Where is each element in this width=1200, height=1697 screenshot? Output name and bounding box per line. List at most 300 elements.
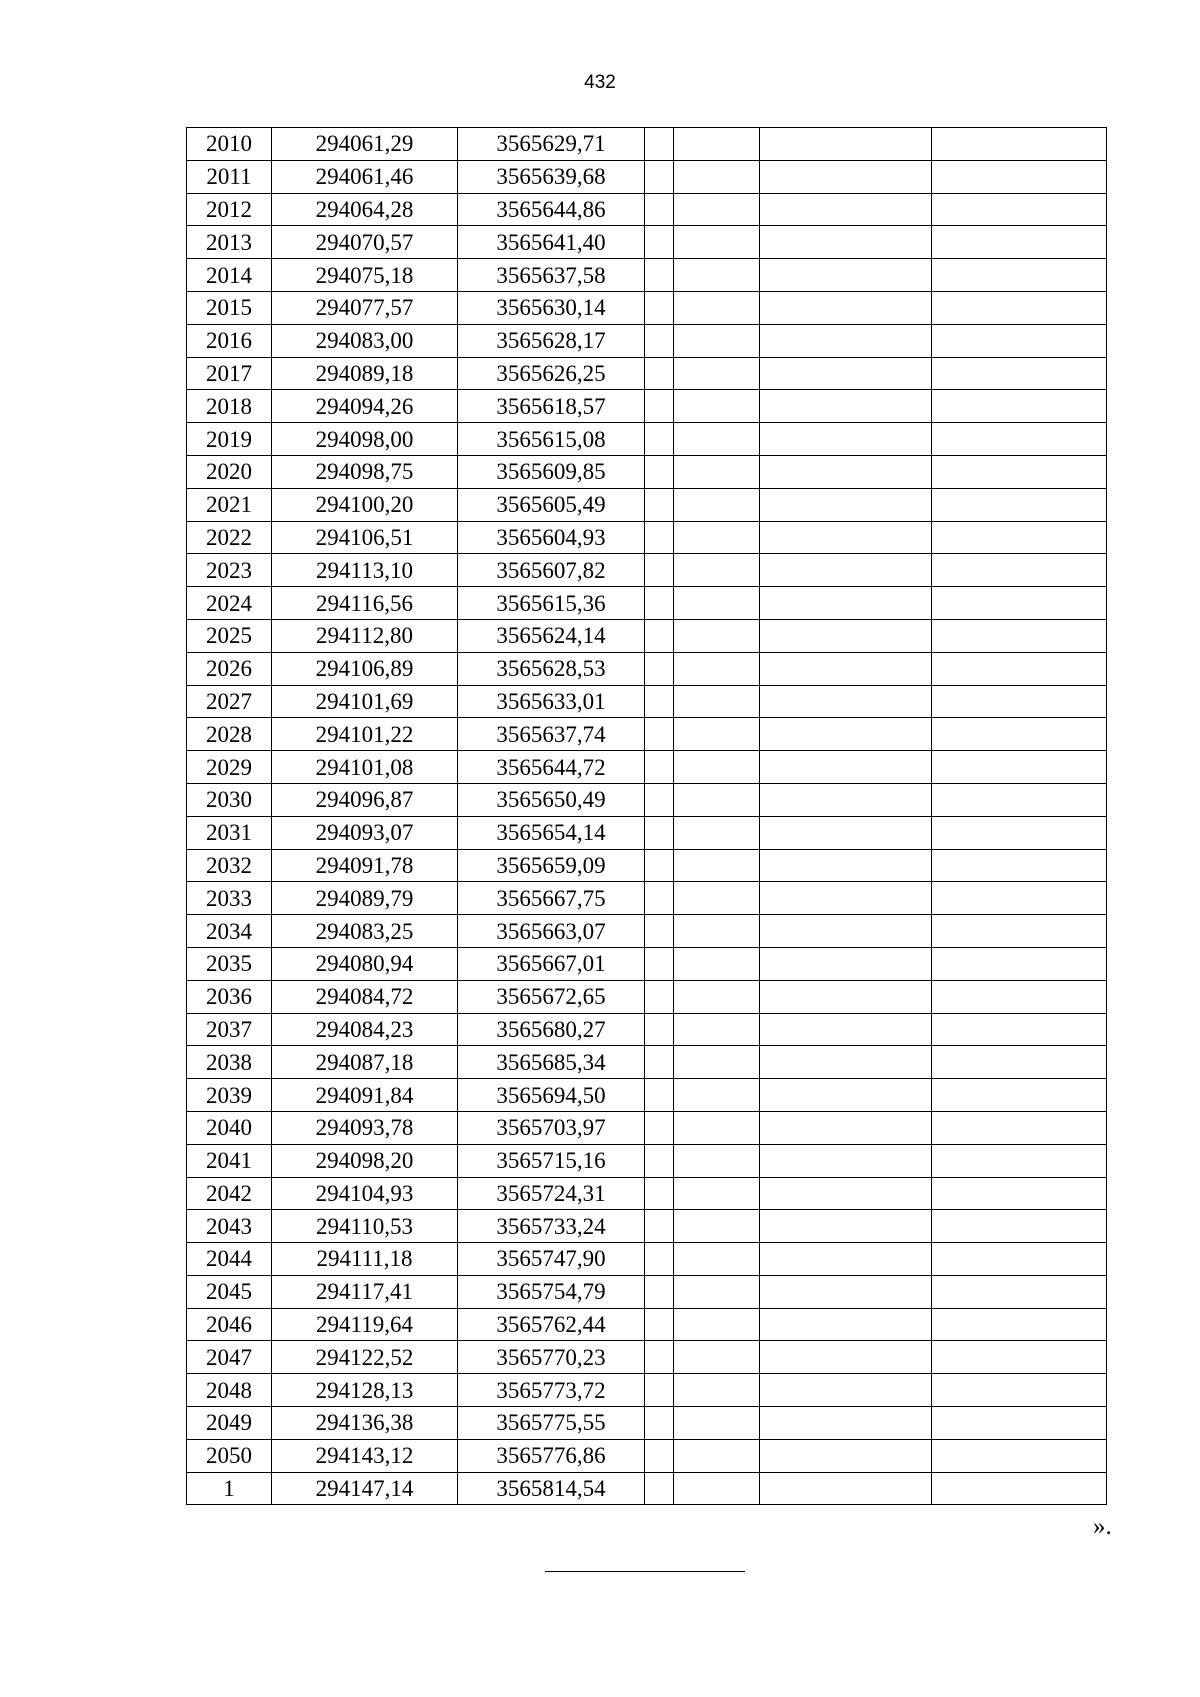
x-coordinate-cell: 294089,18 [272, 357, 458, 390]
empty-cell [645, 291, 674, 324]
empty-cell [760, 587, 932, 620]
empty-cell [932, 455, 1107, 488]
empty-cell [932, 1341, 1107, 1374]
empty-cell [932, 226, 1107, 259]
empty-cell [674, 751, 760, 784]
empty-cell [932, 882, 1107, 915]
x-coordinate-cell: 294122,52 [272, 1341, 458, 1374]
empty-cell [674, 1013, 760, 1046]
empty-cell [645, 1046, 674, 1079]
empty-cell [760, 1439, 932, 1472]
y-coordinate-cell: 3565615,36 [458, 587, 645, 620]
empty-cell [674, 652, 760, 685]
x-coordinate-cell: 294119,64 [272, 1308, 458, 1341]
table-row [187, 128, 1107, 161]
table-row [187, 783, 1107, 816]
empty-cell [760, 554, 932, 587]
table-row [187, 1111, 1107, 1144]
x-coordinate-cell: 294093,07 [272, 816, 458, 849]
empty-cell [760, 1243, 932, 1276]
y-coordinate-cell: 3565754,79 [458, 1275, 645, 1308]
empty-cell [674, 1111, 760, 1144]
table-row [187, 259, 1107, 292]
empty-cell [760, 816, 932, 849]
x-coordinate-cell: 294112,80 [272, 619, 458, 652]
empty-cell [674, 324, 760, 357]
empty-cell [760, 980, 932, 1013]
x-coordinate-cell: 294077,57 [272, 291, 458, 324]
empty-cell [932, 1374, 1107, 1407]
point-number-cell: 2021 [187, 488, 272, 521]
empty-cell [674, 1243, 760, 1276]
empty-cell [674, 587, 760, 620]
x-coordinate-cell: 294087,18 [272, 1046, 458, 1079]
y-coordinate-cell: 3565604,93 [458, 521, 645, 554]
point-number-cell: 2015 [187, 291, 272, 324]
table-row [187, 1177, 1107, 1210]
page-number: 432 [584, 72, 616, 93]
table-row [187, 587, 1107, 620]
point-number-cell: 2027 [187, 685, 272, 718]
empty-cell [932, 816, 1107, 849]
empty-cell [674, 521, 760, 554]
empty-cell [645, 1210, 674, 1243]
empty-cell [674, 1407, 760, 1440]
empty-cell [932, 488, 1107, 521]
point-number-cell: 2026 [187, 652, 272, 685]
x-coordinate-cell: 294098,00 [272, 423, 458, 456]
empty-cell [760, 718, 932, 751]
empty-cell [760, 1472, 932, 1505]
table-row [187, 390, 1107, 423]
table-row [187, 160, 1107, 193]
y-coordinate-cell: 3565747,90 [458, 1243, 645, 1276]
empty-cell [674, 849, 760, 882]
table-row [187, 488, 1107, 521]
y-coordinate-cell: 3565703,97 [458, 1111, 645, 1144]
empty-cell [932, 1275, 1107, 1308]
point-number-cell: 2044 [187, 1243, 272, 1276]
point-number-cell: 2011 [187, 160, 272, 193]
empty-cell [760, 1111, 932, 1144]
x-coordinate-cell: 294080,94 [272, 947, 458, 980]
y-coordinate-cell: 3565639,68 [458, 160, 645, 193]
point-number-cell: 2045 [187, 1275, 272, 1308]
empty-cell [674, 128, 760, 161]
point-number-cell: 2020 [187, 455, 272, 488]
empty-cell [932, 521, 1107, 554]
y-coordinate-cell: 3565609,85 [458, 455, 645, 488]
table-row [187, 1407, 1107, 1440]
point-number-cell: 2017 [187, 357, 272, 390]
y-coordinate-cell: 3565762,44 [458, 1308, 645, 1341]
table-row [187, 1275, 1107, 1308]
empty-cell [645, 652, 674, 685]
table-row [187, 1046, 1107, 1079]
x-coordinate-cell: 294084,72 [272, 980, 458, 1013]
point-number-cell: 2034 [187, 915, 272, 948]
empty-cell [645, 587, 674, 620]
empty-cell [760, 128, 932, 161]
empty-cell [645, 423, 674, 456]
y-coordinate-cell: 3565776,86 [458, 1439, 645, 1472]
empty-cell [645, 1111, 674, 1144]
point-number-cell: 1 [187, 1472, 272, 1505]
x-coordinate-cell: 294147,14 [272, 1472, 458, 1505]
empty-cell [645, 1407, 674, 1440]
y-coordinate-cell: 3565715,16 [458, 1144, 645, 1177]
y-coordinate-cell: 3565773,72 [458, 1374, 645, 1407]
table-row [187, 423, 1107, 456]
empty-cell [645, 980, 674, 1013]
coordinates-table-body [187, 128, 1107, 1505]
x-coordinate-cell: 294098,20 [272, 1144, 458, 1177]
empty-cell [932, 1177, 1107, 1210]
empty-cell [645, 1144, 674, 1177]
empty-cell [760, 947, 932, 980]
empty-cell [674, 882, 760, 915]
empty-cell [932, 980, 1107, 1013]
empty-cell [932, 718, 1107, 751]
table-row [187, 1013, 1107, 1046]
table-row [187, 718, 1107, 751]
empty-cell [645, 160, 674, 193]
x-coordinate-cell: 294113,10 [272, 554, 458, 587]
table-row [187, 357, 1107, 390]
y-coordinate-cell: 3565618,57 [458, 390, 645, 423]
empty-cell [645, 849, 674, 882]
footer-rule [545, 1571, 745, 1572]
point-number-cell: 2014 [187, 259, 272, 292]
y-coordinate-cell: 3565628,53 [458, 652, 645, 685]
x-coordinate-cell: 294091,84 [272, 1079, 458, 1112]
y-coordinate-cell: 3565630,14 [458, 291, 645, 324]
empty-cell [760, 1407, 932, 1440]
y-coordinate-cell: 3565654,14 [458, 816, 645, 849]
point-number-cell: 2033 [187, 882, 272, 915]
point-number-cell: 2013 [187, 226, 272, 259]
empty-cell [645, 751, 674, 784]
empty-cell [645, 1374, 674, 1407]
y-coordinate-cell: 3565680,27 [458, 1013, 645, 1046]
empty-cell [760, 1374, 932, 1407]
empty-cell [674, 1210, 760, 1243]
empty-cell [760, 1177, 932, 1210]
empty-cell [932, 423, 1107, 456]
table-row [187, 1439, 1107, 1472]
empty-cell [760, 619, 932, 652]
empty-cell [674, 1308, 760, 1341]
point-number-cell: 2036 [187, 980, 272, 1013]
empty-cell [645, 390, 674, 423]
empty-cell [674, 619, 760, 652]
empty-cell [674, 160, 760, 193]
point-number-cell: 2037 [187, 1013, 272, 1046]
x-coordinate-cell: 294075,18 [272, 259, 458, 292]
empty-cell [760, 160, 932, 193]
point-number-cell: 2012 [187, 193, 272, 226]
table-row [187, 849, 1107, 882]
empty-cell [760, 849, 932, 882]
point-number-cell: 2029 [187, 751, 272, 784]
empty-cell [760, 1308, 932, 1341]
y-coordinate-cell: 3565685,34 [458, 1046, 645, 1079]
empty-cell [760, 259, 932, 292]
empty-cell [760, 423, 932, 456]
empty-cell [674, 423, 760, 456]
empty-cell [674, 1374, 760, 1407]
empty-cell [760, 488, 932, 521]
empty-cell [760, 1046, 932, 1079]
empty-cell [932, 357, 1107, 390]
table-row [187, 554, 1107, 587]
point-number-cell: 2039 [187, 1079, 272, 1112]
empty-cell [932, 751, 1107, 784]
empty-cell [932, 1243, 1107, 1276]
y-coordinate-cell: 3565626,25 [458, 357, 645, 390]
table-row [187, 1374, 1107, 1407]
y-coordinate-cell: 3565667,75 [458, 882, 645, 915]
empty-cell [760, 357, 932, 390]
table-row [187, 980, 1107, 1013]
y-coordinate-cell: 3565624,14 [458, 619, 645, 652]
y-coordinate-cell: 3565629,71 [458, 128, 645, 161]
empty-cell [674, 554, 760, 587]
empty-cell [674, 1046, 760, 1079]
y-coordinate-cell: 3565641,40 [458, 226, 645, 259]
table-row [187, 324, 1107, 357]
table-row [187, 947, 1107, 980]
point-number-cell: 2050 [187, 1439, 272, 1472]
x-coordinate-cell: 294083,00 [272, 324, 458, 357]
empty-cell [674, 1439, 760, 1472]
y-coordinate-cell: 3565659,09 [458, 849, 645, 882]
point-number-cell: 2038 [187, 1046, 272, 1079]
table-row [187, 816, 1107, 849]
table-row [187, 882, 1107, 915]
empty-cell [674, 390, 760, 423]
empty-cell [760, 455, 932, 488]
empty-cell [760, 751, 932, 784]
empty-cell [760, 915, 932, 948]
table-row [187, 226, 1107, 259]
empty-cell [932, 1046, 1107, 1079]
point-number-cell: 2030 [187, 783, 272, 816]
empty-cell [760, 652, 932, 685]
x-coordinate-cell: 294084,23 [272, 1013, 458, 1046]
empty-cell [645, 685, 674, 718]
y-coordinate-cell: 3565637,58 [458, 259, 645, 292]
empty-cell [645, 1013, 674, 1046]
x-coordinate-cell: 294136,38 [272, 1407, 458, 1440]
empty-cell [674, 1341, 760, 1374]
table-row [187, 915, 1107, 948]
empty-cell [760, 1275, 932, 1308]
empty-cell [674, 259, 760, 292]
empty-cell [645, 488, 674, 521]
y-coordinate-cell: 3565663,07 [458, 915, 645, 948]
empty-cell [760, 783, 932, 816]
point-number-cell: 2031 [187, 816, 272, 849]
point-number-cell: 2016 [187, 324, 272, 357]
empty-cell [674, 455, 760, 488]
x-coordinate-cell: 294061,46 [272, 160, 458, 193]
x-coordinate-cell: 294106,89 [272, 652, 458, 685]
empty-cell [760, 1210, 932, 1243]
table-row [187, 685, 1107, 718]
empty-cell [645, 1472, 674, 1505]
empty-cell [932, 652, 1107, 685]
x-coordinate-cell: 294070,57 [272, 226, 458, 259]
empty-cell [645, 521, 674, 554]
y-coordinate-cell: 3565814,54 [458, 1472, 645, 1505]
empty-cell [645, 324, 674, 357]
x-coordinate-cell: 294096,87 [272, 783, 458, 816]
empty-cell [760, 324, 932, 357]
empty-cell [760, 226, 932, 259]
empty-cell [932, 1111, 1107, 1144]
empty-cell [645, 357, 674, 390]
y-coordinate-cell: 3565775,55 [458, 1407, 645, 1440]
x-coordinate-cell: 294061,29 [272, 128, 458, 161]
point-number-cell: 2042 [187, 1177, 272, 1210]
x-coordinate-cell: 294100,20 [272, 488, 458, 521]
x-coordinate-cell: 294101,08 [272, 751, 458, 784]
point-number-cell: 2046 [187, 1308, 272, 1341]
point-number-cell: 2035 [187, 947, 272, 980]
empty-cell [932, 685, 1107, 718]
empty-cell [674, 1472, 760, 1505]
empty-cell [645, 1341, 674, 1374]
empty-cell [932, 1144, 1107, 1177]
y-coordinate-cell: 3565667,01 [458, 947, 645, 980]
y-coordinate-cell: 3565650,49 [458, 783, 645, 816]
x-coordinate-cell: 294093,78 [272, 1111, 458, 1144]
point-number-cell: 2032 [187, 849, 272, 882]
table-row [187, 1243, 1107, 1276]
y-coordinate-cell: 3565733,24 [458, 1210, 645, 1243]
empty-cell [932, 587, 1107, 620]
empty-cell [760, 1341, 932, 1374]
coordinates-table [186, 127, 1107, 1505]
x-coordinate-cell: 294098,75 [272, 455, 458, 488]
empty-cell [932, 783, 1107, 816]
point-number-cell: 2023 [187, 554, 272, 587]
x-coordinate-cell: 294111,18 [272, 1243, 458, 1276]
table-row [187, 619, 1107, 652]
table-row [187, 751, 1107, 784]
y-coordinate-cell: 3565605,49 [458, 488, 645, 521]
table-row [187, 193, 1107, 226]
empty-cell [674, 1275, 760, 1308]
point-number-cell: 2022 [187, 521, 272, 554]
y-coordinate-cell: 3565607,82 [458, 554, 645, 587]
empty-cell [932, 1210, 1107, 1243]
empty-cell [645, 816, 674, 849]
empty-cell [932, 390, 1107, 423]
table-row [187, 1308, 1107, 1341]
point-number-cell: 2040 [187, 1111, 272, 1144]
empty-cell [932, 259, 1107, 292]
empty-cell [932, 619, 1107, 652]
empty-cell [932, 128, 1107, 161]
table-row [187, 455, 1107, 488]
empty-cell [645, 554, 674, 587]
empty-cell [674, 980, 760, 1013]
x-coordinate-cell: 294094,26 [272, 390, 458, 423]
table-row [187, 1341, 1107, 1374]
empty-cell [674, 1144, 760, 1177]
x-coordinate-cell: 294083,25 [272, 915, 458, 948]
y-coordinate-cell: 3565628,17 [458, 324, 645, 357]
empty-cell [645, 947, 674, 980]
point-number-cell: 2043 [187, 1210, 272, 1243]
empty-cell [645, 259, 674, 292]
empty-cell [674, 357, 760, 390]
empty-cell [932, 324, 1107, 357]
point-number-cell: 2028 [187, 718, 272, 751]
y-coordinate-cell: 3565637,74 [458, 718, 645, 751]
table-row [187, 1472, 1107, 1505]
empty-cell [932, 947, 1107, 980]
empty-cell [760, 291, 932, 324]
empty-cell [645, 1079, 674, 1112]
empty-cell [645, 915, 674, 948]
point-number-cell: 2047 [187, 1341, 272, 1374]
empty-cell [645, 1243, 674, 1276]
y-coordinate-cell: 3565694,50 [458, 1079, 645, 1112]
table-row [187, 1210, 1107, 1243]
empty-cell [932, 160, 1107, 193]
empty-cell [760, 882, 932, 915]
x-coordinate-cell: 294110,53 [272, 1210, 458, 1243]
empty-cell [674, 816, 760, 849]
empty-cell [645, 718, 674, 751]
point-number-cell: 2041 [187, 1144, 272, 1177]
empty-cell [645, 1177, 674, 1210]
empty-cell [674, 1079, 760, 1112]
empty-cell [645, 1275, 674, 1308]
empty-cell [932, 291, 1107, 324]
y-coordinate-cell: 3565633,01 [458, 685, 645, 718]
x-coordinate-cell: 294089,79 [272, 882, 458, 915]
point-number-cell: 2049 [187, 1407, 272, 1440]
empty-cell [645, 226, 674, 259]
empty-cell [932, 1472, 1107, 1505]
closing-quote-mark: ». [1093, 1513, 1112, 1540]
empty-cell [760, 1079, 932, 1112]
empty-cell [932, 1079, 1107, 1112]
empty-cell [645, 193, 674, 226]
empty-cell [760, 685, 932, 718]
table-row [187, 291, 1107, 324]
point-number-cell: 2024 [187, 587, 272, 620]
table-row [187, 1144, 1107, 1177]
empty-cell [760, 390, 932, 423]
empty-cell [932, 915, 1107, 948]
y-coordinate-cell: 3565615,08 [458, 423, 645, 456]
empty-cell [674, 783, 760, 816]
empty-cell [645, 455, 674, 488]
empty-cell [760, 1144, 932, 1177]
empty-cell [645, 128, 674, 161]
empty-cell [932, 1013, 1107, 1046]
empty-cell [674, 193, 760, 226]
y-coordinate-cell: 3565770,23 [458, 1341, 645, 1374]
empty-cell [932, 849, 1107, 882]
empty-cell [932, 1439, 1107, 1472]
empty-cell [645, 1439, 674, 1472]
